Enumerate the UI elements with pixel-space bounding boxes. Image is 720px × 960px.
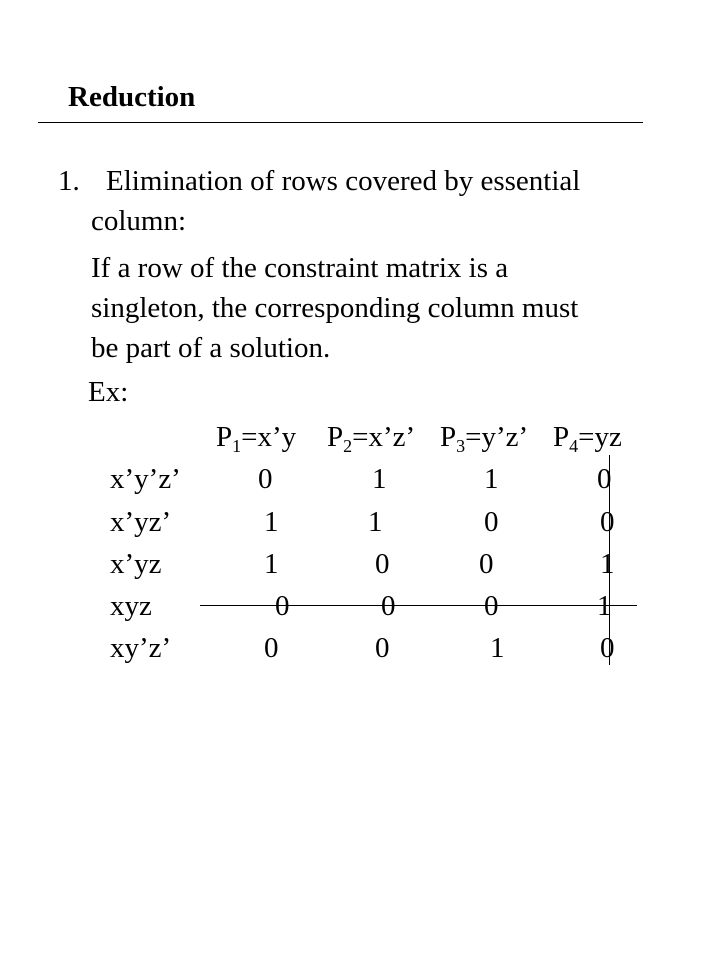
matrix-cell: 0 [258, 463, 273, 495]
column-header-expression: =x’z’ [352, 421, 416, 453]
matrix-row-label: x’y’z’ [110, 463, 181, 495]
body-line-2: singleton, the corresponding column must [91, 292, 579, 324]
item-number: 1. [58, 165, 80, 197]
matrix-cell: 0 [375, 548, 390, 580]
matrix-cell: 1 [264, 548, 279, 580]
matrix-cell: 1 [484, 463, 499, 495]
matrix-cell: 0 [600, 632, 615, 664]
column-header-prefix: P [216, 421, 233, 453]
column-strike-line [609, 455, 610, 665]
matrix-cell: 1 [372, 463, 387, 495]
column-header-subscript: 4 [569, 436, 579, 456]
matrix-row-label: xyz [110, 590, 152, 622]
example-label: Ex: [88, 376, 129, 408]
matrix-cell: 0 [600, 506, 615, 538]
matrix-cell: 0 [375, 632, 390, 664]
body-line-3: be part of a solution. [91, 332, 331, 364]
row-strike-line [200, 605, 637, 606]
column-header-subscript: 1 [232, 436, 242, 456]
matrix-cell: 0 [275, 590, 290, 622]
column-header-p3 [440, 420, 528, 454]
column-header-prefix: P [440, 421, 457, 453]
column-header-p4 [553, 420, 622, 454]
column-header-prefix: P [327, 421, 344, 453]
slide-title: Reduction [68, 81, 196, 113]
matrix-cell: 0 [484, 590, 499, 622]
matrix-cell: 1 [600, 548, 615, 580]
matrix-cell: 0 [597, 463, 612, 495]
body-line-1: If a row of the constraint matrix is a [91, 252, 509, 284]
matrix-row-label: xy’z’ [110, 632, 172, 664]
column-header-prefix: P [553, 421, 570, 453]
column-header-p1 [216, 420, 296, 454]
matrix-cell: 1 [597, 590, 612, 622]
column-header-expression: =x’y [241, 421, 297, 453]
column-header-subscript: 3 [456, 436, 466, 456]
matrix-cell: 0 [381, 590, 396, 622]
matrix-cell: 1 [490, 632, 505, 664]
title-underline [38, 122, 643, 123]
item-heading-line-2: column: [91, 205, 187, 237]
matrix-cell: 1 [368, 506, 383, 538]
matrix-cell: 0 [264, 632, 279, 664]
matrix-row-label: x’yz [110, 548, 162, 580]
column-header-expression: =yz [578, 421, 622, 453]
matrix-cell: 0 [479, 548, 494, 580]
matrix-row-label: x’yz’ [110, 506, 172, 538]
column-header-p2 [327, 420, 415, 454]
column-header-expression: =y’z’ [465, 421, 529, 453]
column-header-subscript: 2 [343, 436, 353, 456]
matrix-cell: 1 [264, 506, 279, 538]
matrix-cell: 0 [484, 506, 499, 538]
item-heading-line-1: Elimination of rows covered by essential [106, 165, 581, 197]
